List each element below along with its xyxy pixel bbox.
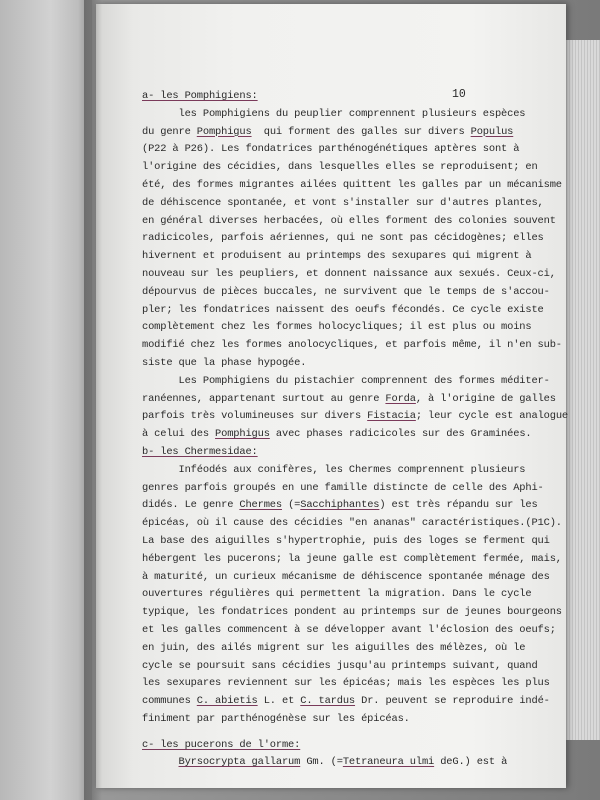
underlined-term: C. abietis	[196, 695, 258, 708]
underlined-term: Populus	[470, 125, 514, 138]
text-line	[142, 658, 556, 676]
text-line	[142, 284, 556, 302]
underlined-term: Fistacia	[367, 410, 416, 423]
text-run: hivernent et produisent au printemps des sexupares qui migrent à	[142, 250, 532, 263]
text-run: été, des formes migrantes ailées quittent les galles par un mécanisme	[142, 178, 562, 191]
text-line	[142, 319, 556, 337]
text-line	[142, 622, 556, 640]
text-run: à celui des	[142, 428, 216, 441]
underlined-term: Sacchiphantes	[300, 499, 380, 512]
text-line	[142, 88, 556, 106]
text-line	[142, 640, 556, 658]
underlined-term: b- les Chermesidae:	[142, 445, 258, 458]
underlined-term: Pomphigus	[215, 428, 270, 441]
text-line	[142, 337, 562, 355]
text-line	[142, 569, 556, 587]
text-run: radicicoles, parfois aériennes, qui ne sont pas cécidogènes; elles	[142, 232, 544, 245]
text-line	[142, 266, 556, 284]
text-run: (=	[281, 499, 301, 512]
text-run: ) est très répandu sur les	[379, 499, 538, 512]
text-run: ouvertures régulières qui permettent la migration. Dans le cycle	[142, 588, 532, 601]
document-page	[96, 4, 566, 788]
text-line	[142, 533, 556, 551]
text-run: et les galles commencent à se développer avant l'éclosion des oeufs;	[142, 623, 556, 636]
text-line	[142, 462, 556, 480]
text-run: Dr. peuvent se reproduire indé-	[355, 695, 550, 708]
underlined-term: Forda	[385, 392, 416, 405]
text-line	[142, 141, 556, 159]
text-run: parfois très volumineuses sur divers	[142, 410, 368, 423]
text-run: les sexupares reviennent sur les épicéas; mais les espèces les plus	[142, 677, 550, 690]
text-run: nouveau sur les peupliers, et donnent naissance aux sexués. Ceux-ci,	[142, 267, 556, 280]
text-run: (P22 à P26). Les fondatrices parthénogénétiques aptères sont à	[142, 143, 520, 156]
text-line	[142, 480, 556, 498]
text-run: avec phases radicicoles sur des Graminées.	[269, 428, 532, 441]
text-run: ranéennes, appartenant surtout au genre	[142, 392, 386, 405]
text-line	[142, 444, 556, 462]
text-line	[142, 426, 556, 444]
text-line	[142, 195, 556, 213]
underlined-term: Chermes	[239, 499, 282, 512]
underlined-term: Byrsocrypta gallarum	[178, 756, 301, 769]
text-run: Les Pomphigiens du pistachier comprennent des formes méditer-	[142, 374, 550, 387]
text-line	[142, 391, 556, 409]
text-run: l'origine des cécidies, dans lesquelles elles se reproduisent; en	[142, 161, 538, 174]
text-run: du genre	[142, 125, 197, 138]
underlined-term: c- les pucerons de l'orme:	[142, 738, 301, 751]
text-line	[142, 355, 556, 373]
text-run: de déhiscence spontanée, et vont s'installer sur d'autres plantes,	[142, 196, 544, 209]
text-run: didés. Le genre	[142, 499, 240, 512]
text-line	[142, 124, 556, 142]
underlined-term: C. tardus	[300, 695, 356, 708]
text-line	[142, 693, 556, 711]
paragraph-gap	[142, 729, 556, 737]
text-run: en général diverses herbacées, où elles forment des colonies souvent	[142, 214, 556, 227]
text-line	[142, 248, 556, 266]
text-run: finiment par parthénogénèse sur les épicéas.	[142, 712, 410, 725]
text-run: dépourvus de pièces buccales, ne survivent que le temps de s'accou-	[142, 285, 550, 298]
text-line	[142, 754, 556, 772]
page-number: 10	[452, 88, 466, 101]
underlined-term: Tetraneura ulmi	[342, 756, 435, 769]
text-line	[142, 159, 556, 177]
text-line	[142, 373, 556, 391]
text-run: en juin, des ailés migrent sur les aiguilles des mélèzes, où le	[142, 641, 526, 654]
text-line	[142, 213, 556, 231]
page-text	[142, 88, 568, 772]
text-run: les Pomphigiens du peuplier comprennent plusieurs espèces	[142, 107, 526, 120]
text-line	[142, 497, 556, 515]
text-line	[142, 551, 562, 569]
text-run: complètement chez les formes holocycliques; il est plus ou moins	[142, 321, 532, 334]
text-run: pler; les fondatrices naissent des oeufs fécondés. Ce cycle existe	[142, 303, 544, 316]
text-line	[142, 675, 556, 693]
text-line	[142, 711, 556, 729]
text-run: modifié chez les formes anolocycliques, et parfois même, il n'en sub-	[142, 339, 562, 352]
text-line	[142, 230, 556, 248]
text-run: communes	[142, 695, 197, 708]
text-run	[142, 756, 179, 768]
text-run: à maturité, un curieux mécanisme de déhiscence spontanée ménage des	[142, 570, 550, 583]
text-run: Inféodés aux conifères, les Chermes comprennent plusieurs	[142, 463, 526, 476]
text-line	[142, 604, 562, 622]
text-run: épicéas, où il cause des cécidies "en ananas" caractéristiques.(P1C).	[142, 517, 562, 530]
text-run: L. et	[257, 695, 301, 708]
text-run: deG.) est à	[434, 756, 508, 769]
text-line	[142, 106, 556, 124]
text-run: qui forment des galles sur divers	[251, 125, 471, 138]
text-run: siste que la phase hypogée.	[142, 356, 307, 369]
text-run: hébergent les pucerons; la jeune galle est complètement fermée, mais,	[142, 552, 562, 565]
text-run: Gm. (=	[300, 756, 343, 769]
text-run: La base des aiguilles s'hypertrophie, puis des loges se ferment qui	[142, 534, 550, 547]
text-line	[142, 586, 556, 604]
text-line	[142, 408, 568, 426]
text-run: ; leur cycle est analogue	[415, 410, 568, 423]
underlined-term: a- les Pomphigiens:	[142, 90, 258, 102]
text-line	[142, 737, 556, 755]
text-run: , à l'origine de galles	[415, 392, 556, 405]
text-run: cycle se poursuit sans cécidies jusqu'au printemps suivant, quand	[142, 659, 538, 672]
text-line	[142, 302, 556, 320]
text-line	[142, 515, 562, 533]
facing-page-edge	[0, 0, 92, 800]
underlined-term: Pomphigus	[196, 125, 252, 138]
text-line	[142, 177, 562, 195]
text-run: genres parfois groupés en une famille distincte de celle des Aphi-	[142, 481, 544, 494]
text-run: typique, les fondatrices pondent au printemps sur de jeunes bourgeons	[142, 606, 562, 619]
book-gutter-shadow	[84, 0, 102, 800]
